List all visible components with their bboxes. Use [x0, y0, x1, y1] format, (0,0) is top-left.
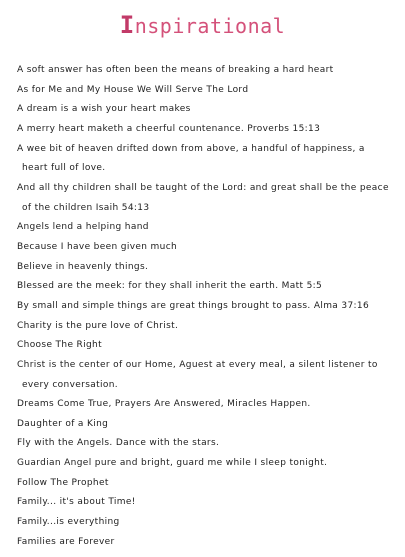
saying-item	[17, 297, 397, 317]
saying-item	[17, 61, 397, 81]
title-initial: I	[119, 11, 135, 39]
saying-item	[17, 100, 397, 120]
saying-item	[17, 395, 397, 415]
saying-item	[17, 493, 397, 513]
saying-text: Choose The Right	[17, 340, 102, 351]
saying-item	[17, 356, 397, 395]
saying-item	[17, 513, 397, 533]
saying-item	[17, 533, 397, 553]
saying-text-continuation: of the children Isaih 54:13	[22, 202, 150, 213]
saying-item	[17, 179, 397, 218]
saying-item	[17, 140, 397, 179]
saying-item	[17, 258, 397, 278]
saying-item	[17, 336, 397, 356]
saying-text: Because I have been given much	[17, 241, 178, 252]
saying-text: Fly with the Angels. Dance with the stars.	[17, 438, 220, 449]
saying-text: A dream is a wish your heart makes	[17, 104, 191, 115]
saying-text: Dreams Come True, Prayers Are Answered, Miracles Happen.	[17, 399, 311, 410]
saying-text: Family...is everything	[17, 517, 120, 528]
saying-text: As for Me and My House We Will Serve The Lord	[17, 84, 249, 95]
saying-text: A soft answer has often been the means of breaking a hard heart	[17, 65, 334, 75]
saying-text: Guardian Angel pure and bright, guard me while I sleep tonight.	[17, 458, 328, 469]
sayings-list	[17, 61, 397, 552]
saying-item	[17, 120, 397, 140]
saying-item	[17, 454, 397, 474]
saying-item	[17, 415, 397, 435]
saying-item	[17, 81, 397, 101]
saying-item	[17, 434, 397, 454]
saying-text: Families are Forever	[17, 536, 115, 547]
saying-item	[17, 238, 397, 258]
saying-text: Blessed are the meek: for they shall inherit the earth. Matt 5:5	[17, 281, 323, 292]
saying-item	[17, 474, 397, 494]
saying-text: A wee bit of heaven drifted down from above, a handful of happiness, a	[17, 143, 365, 154]
saying-text: A merry heart maketh a cheerful countenance. Proverbs 15:13	[17, 123, 321, 134]
saying-text: Charity is the pure love of Christ.	[17, 320, 179, 331]
saying-text: Family... it's about Time!	[17, 497, 136, 508]
saying-text: Daughter of a King	[17, 418, 109, 429]
saying-text: Christ is the center of our Home, Aguest at every meal, a silent listener to	[17, 359, 378, 370]
saying-text: And all thy children shall be taught of the Lord: and great shall be the peace	[17, 182, 389, 193]
saying-text: Angels lend a helping hand	[17, 222, 149, 233]
saying-text: Follow The Prophet	[17, 477, 109, 488]
saying-item	[17, 277, 397, 297]
saying-text-continuation: every conversation.	[22, 379, 118, 390]
saying-text-continuation: heart full of love.	[22, 163, 106, 174]
saying-text: Believe in heavenly things.	[17, 261, 149, 272]
saying-text: By small and simple things are great things brought to pass. Alma 37:16	[17, 300, 370, 311]
saying-item	[17, 317, 397, 337]
saying-item	[17, 218, 397, 238]
page-title	[0, 12, 405, 39]
title-rest: nspirational	[134, 14, 286, 38]
